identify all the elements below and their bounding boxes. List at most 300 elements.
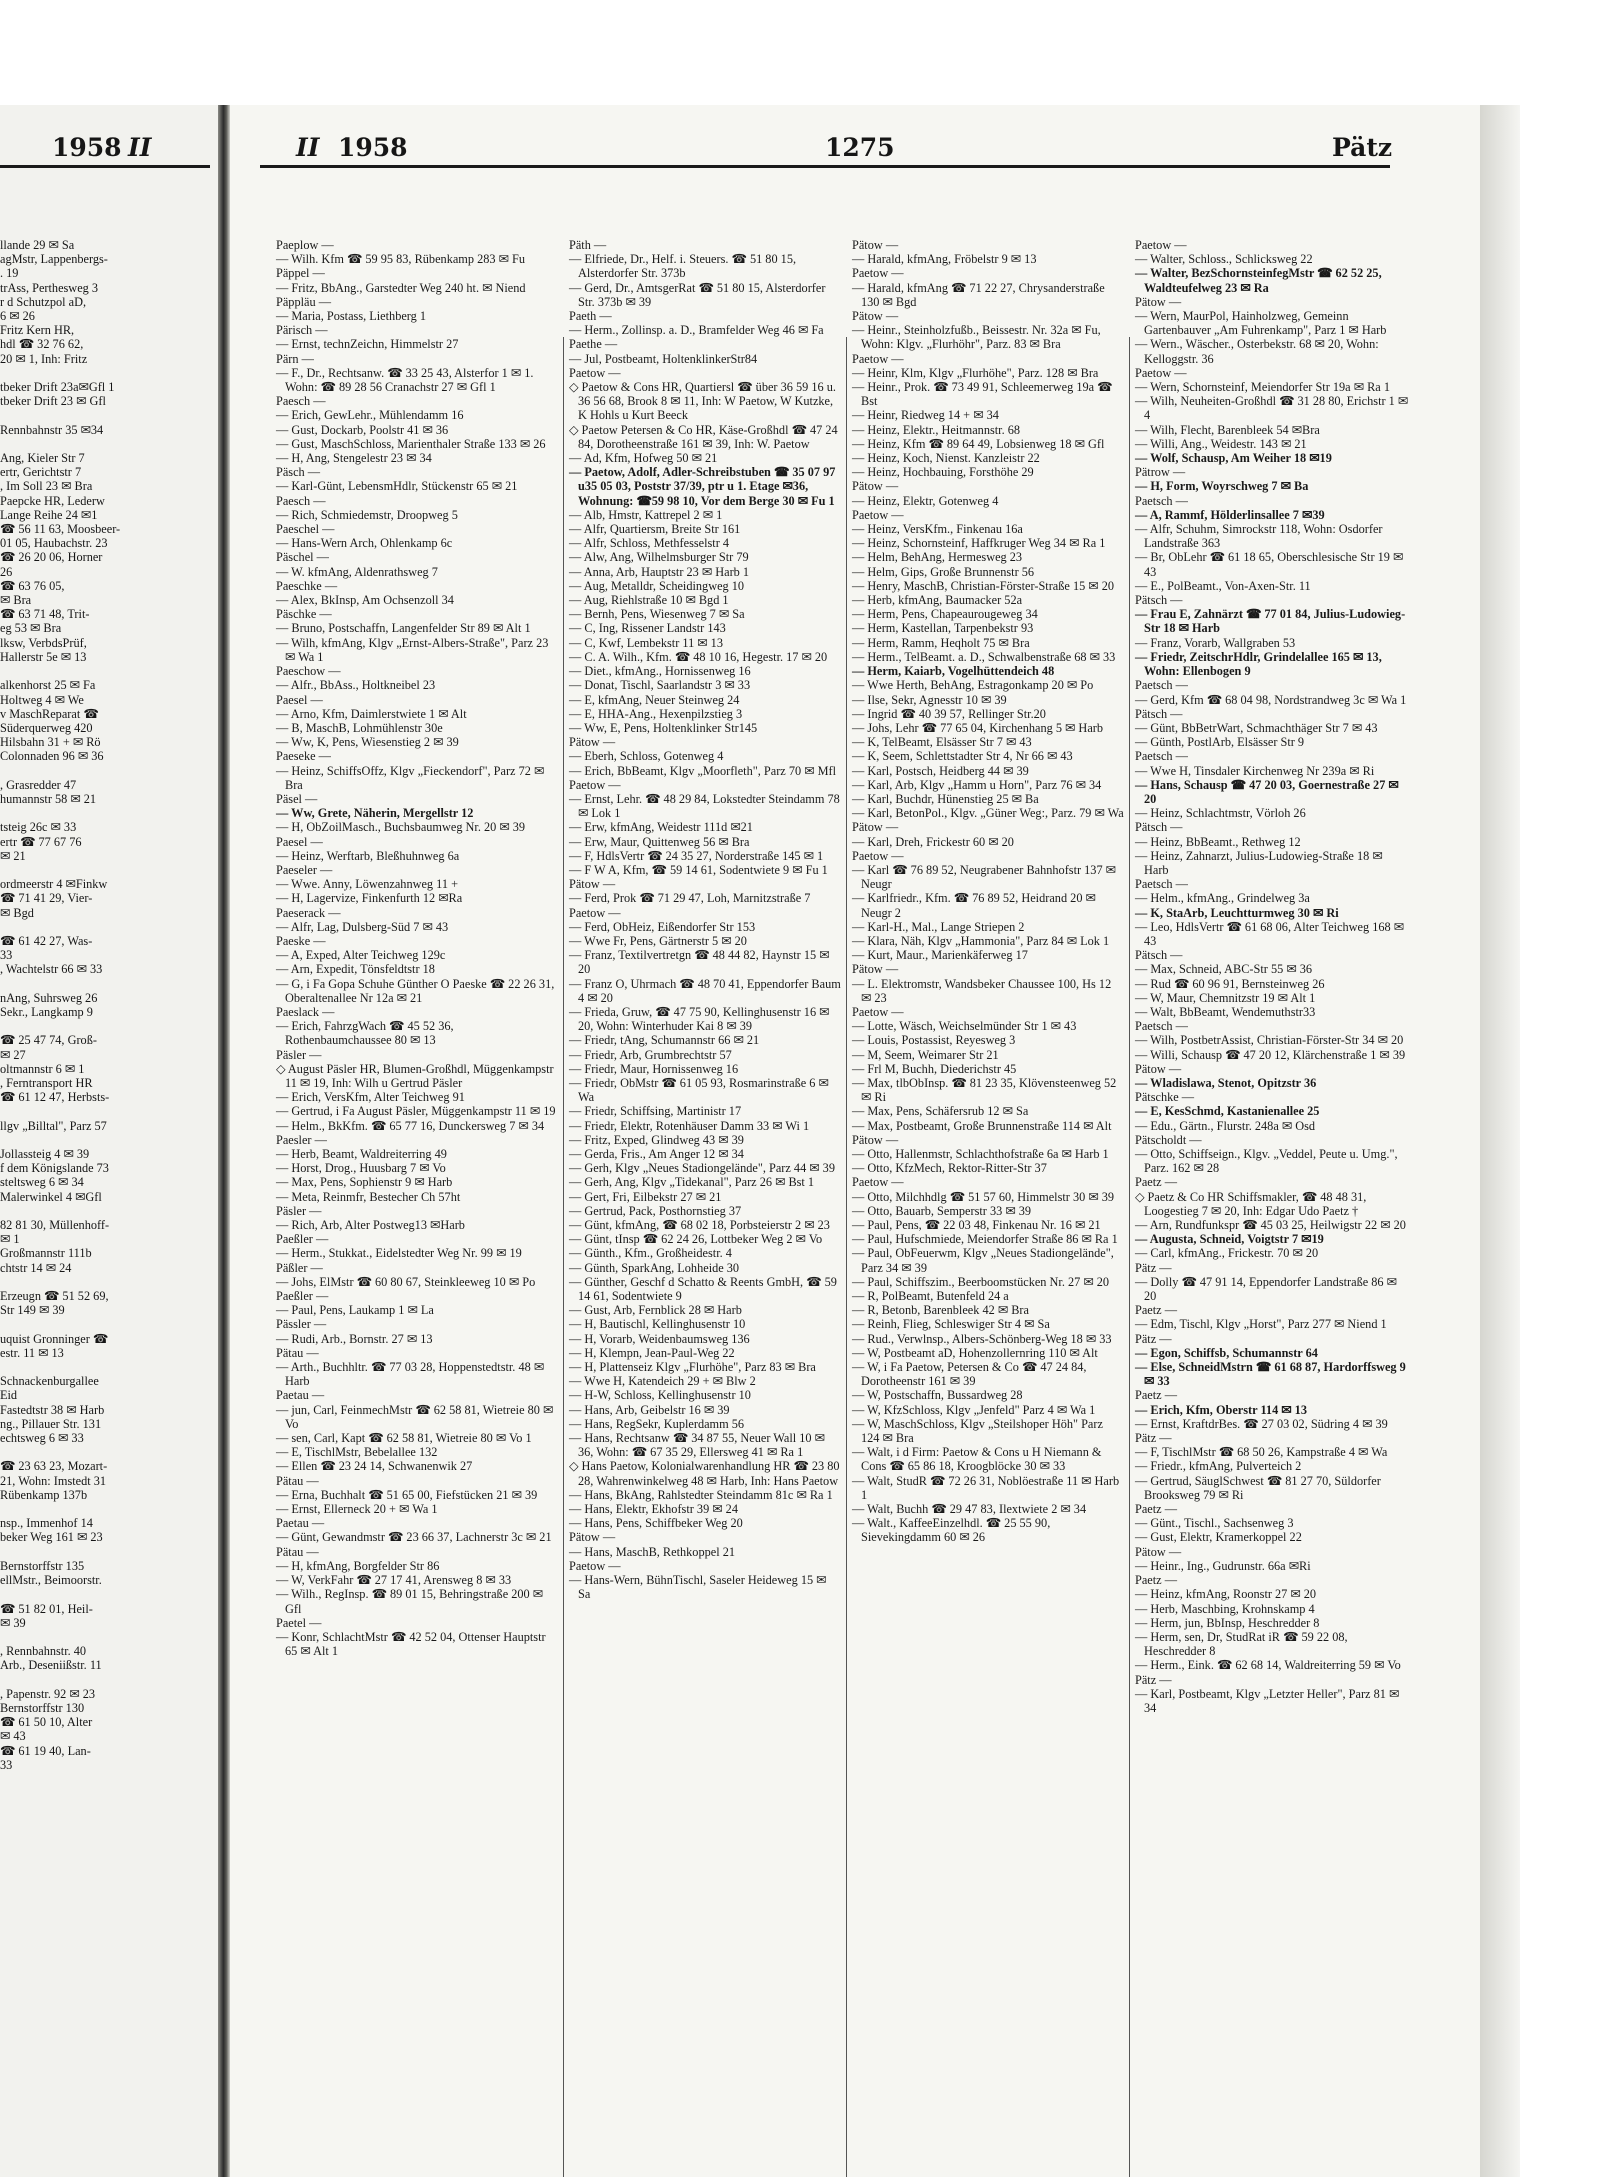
directory-entry: — Rich, Schmiedemstr, Droopweg 5 [276,507,458,522]
left-page-line: ✉ Bgd [0,905,34,920]
directory-entry: — Herm, Ramm, Heqholt 75 ✉ Bra [852,635,1030,650]
directory-entry: — Karl-H., Mal., Lange Striepen 2 [852,919,1025,934]
directory-entry: — Paul, Pens, ☎ 22 03 48, Finkenau Nr. 16 ✉ 21 [852,1218,1101,1233]
directory-entry: — Günt., Tischl., Sachsenweg 3 [1135,1516,1294,1531]
directory-entry: ◇ Paetow & Cons HR, Quartiersl ☎ über 36 59 16 u. 36 56 68, Brook 8 ✉ 11, Inh: W Paetow, W Kutzke, K Hohls u Kurt Beeck [569,380,836,423]
surname-heading: Pätow — [1135,1544,1182,1559]
directory-entry: — Erw, Maur, Quittenweg 56 ✉ Bra [569,834,750,849]
directory-entry: — Herm., Zollinsp. a. D., Bramfelder Weg 46 ✉ Fa [569,323,824,338]
directory-entry: — Friedr, Schiffsing, Martinistr 17 [569,1104,742,1119]
surname-heading: Paesler — [276,1132,327,1147]
left-page-line [0,1204,205,1218]
directory-entry: — Gerh, Klgv „Neues Stadiongelände", Parz 44 ✉ 39 [569,1161,835,1176]
surname-heading: Pätow — [852,1132,899,1147]
left-page-line: 6 ✉ 26 [0,309,35,324]
directory-entry: — Wwe H, Tinsdaler Kirchenweg Nr 239a ✉ Ri [1135,763,1375,778]
directory-entry: — Hans, BkAng, Rahlstedter Steindamm 81c ✉ Ra 1 [569,1487,833,1502]
directory-entry: — Wwe H, Katendeich 29 + ✉ Blw 2 [569,1374,756,1389]
header-rule [260,165,1390,168]
surname-heading: Pätsch — [1135,593,1183,608]
directory-entry: — Alfr., BbAss., Holtkneibel 23 [276,678,436,693]
directory-entry: — Hans, Elektr, Ekhofstr 39 ✉ 24 [569,1502,738,1517]
directory-entry: — H-W, Schloss, Kellinghusenstr 10 [569,1388,751,1403]
directory-entry: — Fritz, BbAng., Garstedter Weg 240 ht. ✉ Niend [276,280,526,295]
directory-entry: — Ilse, Sekr, Agnesstr 10 ✉ 39 [852,692,1007,707]
directory-entry: — C, Kwf, Lembekstr 11 ✉ 13 [569,635,723,650]
directory-entry: — Walt, i d Firm: Paetow & Cons u H Niemann & Cons ☎ 65 86 18, Kroogblöcke 30 ✉ 33 [852,1445,1102,1474]
directory-entry: — B, MaschB, Lohmühlenstr 30e [276,720,443,735]
directory-entry: — Br, ObLehr ☎ 61 18 65, Oberschlesische Str 19 ✉ 43 [1135,550,1404,579]
directory-entry: — Walter, Schloss., Schlicksweg 22 [1135,252,1313,267]
directory-entry: — Helm, Gips, Große Brunnenstr 56 [852,564,1035,579]
left-page-line: Rennbahnstr 35 ✉34 [0,422,104,437]
surname-heading: Pätz — [1135,1672,1172,1687]
directory-entry: — Gerh, Ang, Klgv „Tidekanal", Parz 26 ✉ Bst 1 [569,1175,815,1190]
surname-heading: Pätow — [852,479,899,494]
directory-entry: — Herm, sen, Dr, StudRat iR ☎ 59 22 08, Heschredder 8 [1135,1629,1348,1659]
surname-heading: Pässler — [276,1317,327,1332]
left-page-line: trAss, Perthesweg 3 [0,280,99,295]
directory-entry: — Ww, K, Pens, Wiesenstieg 2 ✉ 39 [276,735,459,750]
directory-entry: — W, MaschSchloss, Klgv „Steilshoper Höh" Parz 124 ✉ Bra [852,1416,1103,1446]
left-page-line: , Grasredder 47 [0,777,77,792]
left-page-line [0,1587,205,1601]
directory-entry: — Elfriede, Dr., Helf. i. Steuers. ☎ 51 80 15, Alsterdorfer Str. 373b [569,252,797,281]
directory-entry: — Karl, Postsch, Heidberg 44 ✉ 39 [852,763,1029,778]
left-page-line: 33 [0,1757,13,1772]
directory-entry: — Edm, Tischl, Klgv „Horst", Parz 277 ✉ Niend 1 [1135,1317,1387,1332]
left-page-line: . 19 [0,266,19,281]
directory-entry: — Heinz, Schornsteinf, Haffkruger Weg 34 ✉ Ra 1 [852,536,1106,551]
left-page-line: ☎ 56 11 63, Moosbeer- [0,522,121,537]
directory-entry: — Otto, Bauarb, Semperstr 33 ✉ 39 [852,1203,1032,1218]
directory-entry: — Dolly ☎ 47 91 14, Eppendorfer Landstraße 86 ✉ 20 [1135,1274,1397,1304]
directory-entry: — H, ObZoilMasch., Buchsbaumweg Nr. 20 ✉ 39 [276,820,526,835]
left-page-line: 26 [0,564,13,579]
directory-entry: — Louis, Postassist, Reyesweg 3 [852,1033,1016,1048]
directory-entry: — Walt., KaffeeEinzelhdl. ☎ 25 55 90, Sievekingdamm 60 ✉ 26 [852,1516,1051,1545]
directory-entry: — Helm., BkKfm. ☎ 65 77 16, Dunckersweg 7 ✉ 34 [276,1118,545,1133]
directory-entry: — Günt, BbBetrWart, Schmachthäger Str 7 ✉ 43 [1135,720,1378,735]
left-page-line: ✉ 1 [0,1232,20,1247]
left-page-line: Str 149 ✉ 39 [0,1303,65,1318]
directory-entry: — Helm., kfmAng., Grindelweg 3a [1135,891,1310,906]
directory-entry: — Erich, BbBeamt, Klgv „Moorfleth", Parz 70 ✉ Mfl [569,763,837,778]
directory-entry: — Aug, Riehlstraße 10 ✉ Bgd 1 [569,593,729,608]
left-page-line: ertr ☎ 77 67 76 [0,834,82,849]
directory-entry: — Johs, ElMstr ☎ 60 80 67, Steinkleeweg 10 ✉ Po [276,1274,536,1289]
directory-entry: — Herm, Pens, Chapeaurougeweg 34 [852,607,1038,622]
directory-entry: — Heinz, VersKfm., Finkenau 16a [852,522,1023,537]
left-page-line [0,437,205,451]
directory-entry: — Wilh, kfmAng, Klgv „Ernst-Albers-Straße", Parz 23 ✉ Wa 1 [276,635,549,664]
surname-heading: Pätow — [569,1530,616,1545]
directory-entry: — Walt, BbBeamt, Wendemuthstr33 [1135,1004,1316,1019]
left-page-line [0,1502,205,1516]
surname-heading: Paetow — [569,365,621,380]
left-page-line: uquist Gronninger ☎ [0,1331,109,1346]
surname-heading: Paeserack — [276,905,341,920]
surname-heading: Päppel — [276,266,325,281]
directory-entry: — Maria, Postass, Liethberg 1 [276,309,427,324]
directory-entry: ◇ Hans Paetow, Kolonialwarenhandlung HR ☎ 23 80 28, Wahrenwinkelweg 48 ✉ Harb, Inh: Hans Paetow [569,1459,840,1488]
directory-entry: — Eberh, Schloss, Gotenweg 4 [569,749,724,764]
directory-entry: — Hans, Schausp ☎ 47 20 03, Goernestraße 27 ✉ 20 [1135,777,1399,806]
directory-entry: — A, Rammf, Hölderlinsallee 7 ✉39 [1135,507,1325,522]
directory-entry: — Alw, Ang, Wilhelmsburger Str 79 [569,550,749,565]
directory-entry: — Günther, Geschf d Schatto & Reents GmbH, ☎ 59 14 61, Sodentwiete 9 [569,1274,837,1304]
directory-entry: — Karl, Arb, Klgv „Hamm u Horn", Parz 76 ✉ 34 [852,777,1102,792]
directory-column-1 [276,238,558,1658]
directory-entry: — Konr, SchlachtMstr ☎ 42 52 04, Ottenser Hauptstr 65 ✉ Alt 1 [276,1629,546,1659]
left-page-line [0,1275,205,1289]
surname-heading: Pätow — [852,962,899,977]
left-page-line: ordmeerstr 4 ✉Finkw [0,877,108,892]
surname-heading: Pätsch — [1135,948,1183,963]
directory-entry: — Günt, Gewandmstr ☎ 23 66 37, Lachnerstr 3c ✉ 21 [276,1530,552,1545]
directory-entry: — Wilh. Kfm ☎ 59 95 83, Rübenkamp 283 ✉ Fu [276,252,525,267]
surname-heading: Paetel — [276,1615,322,1630]
left-page-line: v MaschReparat ☎ [0,706,99,721]
surname-heading: Paetow — [852,351,904,366]
directory-entry: — Frau E, Zahnärzt ☎ 77 01 84, Julius-Ludowieg-Str 18 ✉ Harb [1135,607,1406,636]
directory-entry: — Herm, Kaiarb, Vogelhüttendeich 48 [852,664,1055,679]
directory-entry: — Leo, HdlsVertr ☎ 61 68 06, Alter Teichweg 168 ✉ 43 [1135,919,1405,948]
left-page-line [0,1317,205,1331]
directory-entry: — Harald, kfmAng ☎ 71 22 27, Chrysanderstraße 130 ✉ Bgd [852,280,1105,309]
directory-entry: — Otto, Schiffseign., Klgv. „Veddel, Peute u. Umg.", Parz. 162 ✉ 28 [1135,1147,1398,1176]
left-page-line [0,806,205,820]
left-page-line: r d Schutzpol aD, [0,294,87,309]
directory-entry: — Herm., TelBeamt. a. D., Schwalbenstraße 68 ✉ 33 [852,649,1116,664]
directory-entry: — C. A. Wilh., Kfm. ☎ 48 10 16, Hegestr. 17 ✉ 20 [569,649,828,664]
surname-heading: Paetau — [276,1516,325,1531]
directory-entry: — E., PolBeamt., Von-Axen-Str. 11 [1135,578,1311,593]
left-page-line: Jollassteig 4 ✉ 39 [0,1147,90,1161]
directory-entry: — Heinz, Elektr., Heitmannstr. 68 [852,422,1021,437]
directory-entry: — Else, SchneidMstrn ☎ 61 68 87, Hardorffsweg 9 ✉ 33 [1135,1360,1406,1389]
surname-heading: Päßler — [276,1260,323,1275]
page-edge [1480,105,1520,2177]
directory-entry: — Paul, Schiffszim., Beerboomstücken Nr. 27 ✉ 20 [852,1274,1110,1289]
directory-entry: — K, StaArb, Leuchtturmweg 30 ✉ Ri [1135,905,1339,920]
surname-heading: Pätow — [1135,1061,1182,1076]
directory-entry: — Günth, SparkAng, Lohheide 30 [569,1260,740,1275]
directory-entry: — Ellen ☎ 23 24 14, Schwanenwik 27 [276,1459,473,1474]
left-page-volume: II [128,133,152,162]
running-head-year: 1958 [338,133,408,162]
left-page-line: agMstr, Lappenbergs- [0,252,108,267]
left-page-line: ☎ 23 63 23, Mozart- [0,1459,108,1474]
surname-heading: Paeseke — [276,749,331,764]
left-page-line [0,664,205,678]
directory-entry: — Friedr, tAng, Schumannstr 66 ✉ 21 [569,1033,760,1048]
surname-heading: Paetsch — [1135,493,1188,508]
surname-heading: Päsler — [276,1203,322,1218]
left-page-line: ☎ 61 42 27, Was- [0,933,93,948]
left-page-line: Süderquerweg 420 [0,720,93,735]
directory-entry: — Günt, kfmAng, ☎ 68 02 18, Porbsteierstr 2 ✉ 23 [569,1218,830,1233]
directory-entry: — Hans, Rechtsanw ☎ 34 87 55, Neuer Wall 10 ✉ 36, Wohn: ☎ 67 35 29, Ellersweg 41 ✉ Ra 1 [569,1431,825,1460]
directory-entry: — Gertrud, i Fa August Päsler, Müggenkampstr 11 ✉ 19 [276,1104,556,1119]
left-page-line: 01 05, Haubachstr. 23 [0,536,108,551]
left-page-line: humannstr 58 ✉ 21 [0,791,97,806]
directory-entry: — Günth., Kfm., Großheidestr. 4 [569,1246,732,1261]
left-page-line: alkenhorst 25 ✉ Fa [0,678,96,693]
directory-entry: — Arn, Expedit, Tönsfeldtstr 18 [276,962,435,977]
directory-entry: — Ww, E, Pens, Holtenklinker Str145 [569,720,758,735]
directory-entry: — Rudi, Arb., Bornstr. 27 ✉ 13 [276,1331,433,1346]
directory-entry: — Paul, Pens, Laukamp 1 ✉ La [276,1303,434,1318]
left-page-line [0,920,205,934]
directory-entry: — Hans, Arb, Geibelstr 16 ✉ 39 [569,1402,730,1417]
directory-entry: — Reinh, Flieg, Schleswiger Str 4 ✉ Sa [852,1317,1050,1332]
surname-heading: Paeschel — [276,522,335,537]
directory-entry: — Paetow, Adolf, Adler-Schreibstuben ☎ 35 07 97 u35 05 03, Poststr 37/39, ptr u 1. Etage ✉36, Wohnung: ☎59 98 10, Vor dem Berge 30 ✉ Fu 1 [569,465,836,508]
left-page-line: ☎ 61 50 10, Alter [0,1715,93,1730]
directory-entry: — L. Elektromstr, Wandsbeker Chaussee 100, Hs 12 ✉ 23 [852,976,1112,1005]
directory-entry: — F W A, Kfm, ☎ 59 14 61, Sodentwiete 9 ✉ Fu 1 [569,862,828,877]
surname-heading: Päschel — [276,550,329,565]
directory-entry: — K, Seem, Schlettstadter Str 4, Nr 66 ✉ 43 [852,749,1073,764]
surname-heading: Pätschke — [1135,1090,1195,1105]
left-page-line: beker Weg 161 ✉ 23 [0,1530,103,1545]
surname-heading: Paetow — [1135,365,1187,380]
directory-entry: — Karlfriedr., Kfm. ☎ 76 89 52, Heidrand 20 ✉ Neugr 2 [852,891,1096,920]
left-page [0,105,218,2177]
directory-entry: — Anna, Arb, Hauptstr 23 ✉ Harb 1 [569,564,750,579]
right-page [230,105,1480,2177]
directory-entry: — Hans, MaschB, Rethkoppel 21 [569,1544,735,1559]
directory-entry: — Wilh, Neuheiten-Großhdl ☎ 31 28 80, Erichstr 1 ✉ 4 [1135,394,1409,423]
left-header-rule [0,165,210,168]
surname-heading: Paeschke — [276,578,338,593]
directory-entry: — E, KesSchmd, Kastanienallee 25 [1135,1104,1320,1119]
directory-entry: — Gerd, Dr., AmtsgerRat ☎ 51 80 15, Alsterdorfer Str. 373b ✉ 39 [569,280,826,309]
directory-entry: — Friedr, ObMstr ☎ 61 05 93, Rosmarinstraße 6 ✉ Wa [569,1075,829,1105]
directory-entry: — Alex, BkInsp, Am Ochsenzoll 34 [276,593,454,608]
running-head-volume: II [296,133,320,162]
directory-entry: — Gerd, Kfm ☎ 68 04 98, Nordstrandweg 3c ✉ Wa 1 [1135,692,1407,707]
directory-entry: — Hans, Pens, Schiffbeker Weg 20 [569,1516,743,1531]
directory-entry: — Max, tlbObInsp. ☎ 81 23 35, Klövensteenweg 52 ✉ Ri [852,1075,1117,1105]
directory-entry: — Heinz, Kfm ☎ 89 64 49, Lobsienweg 18 ✉ Gfl [852,436,1105,451]
directory-entry: — Ingrid ☎ 40 39 57, Rellinger Str.20 [852,706,1046,721]
directory-entry: — Walter, BezSchornsteinfegMstr ☎ 62 52 25, Waldteufelweg 23 ✉ Ra [1135,266,1382,295]
directory-entry: — R, PolBeamt, Butenfeld 24 a [852,1289,1009,1304]
surname-heading: Pätsch — [1135,706,1183,721]
directory-column-3 [852,238,1124,1545]
directory-entry: — Hans-Wern Arch, Ohlenkamp 6c [276,536,453,551]
directory-entry: — Erw, kfmAng, Weidestr 111d ✉21 [569,820,753,835]
directory-entry: — C, Ing, Rissener Landstr 143 [569,621,726,636]
surname-heading: Pätow — [569,735,616,750]
directory-entry: — Max, Postbeamt, Große Brunnenstraße 114 ✉ Alt [852,1118,1112,1133]
surname-heading: Paesch — [276,394,326,409]
directory-entry: ◇ Paetow Petersen & Co HR, Käse-Großhdl ☎ 47 24 84, Dorotheenstraße 161 ✉ 39, Inh: W. Paetow [569,422,838,451]
directory-entry: — H, Bautischl, Kellinghusenstr 10 [569,1317,746,1332]
left-page-line: ☎ 26 20 06, Horner [0,550,103,565]
directory-entry: — Franz, Vorarb, Wallgraben 53 [1135,635,1296,650]
left-page-year: 1958 [52,133,122,162]
directory-entry: — Max, Pens, Sophienstr 9 ✉ Harb [276,1175,453,1190]
directory-entry: — Heinr, Klm, Klgv „Flurhöhe", Parz. 128 ✉ Bra [852,365,1099,380]
surname-heading: Paetz — [1135,1388,1178,1403]
left-page-line: estr. 11 ✉ 13 [0,1345,64,1360]
surname-heading: Päppläu — [276,294,331,309]
directory-entry: — Hans, RegSekr, Kuplerdamm 56 [569,1416,745,1431]
left-page-line [0,1545,205,1559]
left-page-line: echtsweg 6 ✉ 33 [0,1431,84,1446]
left-page-line: Rübenkamp 137b [0,1487,88,1502]
directory-entry: — Wilh, PostbetrAssist, Christian-Förster-Str 34 ✉ 20 [1135,1033,1404,1048]
surname-heading: Paetsch — [1135,678,1188,693]
directory-entry: — Herm., Stukkat., Eidelstedter Weg Nr. 99 ✉ 19 [276,1246,522,1261]
left-page-line: tbeker Drift 23 ✉ Gfl [0,394,106,409]
directory-entry: — Erich, Kfm, Oberstr 114 ✉ 13 [1135,1402,1307,1417]
surname-heading: Paetsch — [1135,1019,1188,1034]
directory-entry: — W. kfmAng, Aldenrathsweg 7 [276,564,438,579]
directory-column-2 [569,238,841,1602]
directory-entry: — Alfr, Lag, Dulsberg-Süd 7 ✉ 43 [276,919,449,934]
directory-entry: — H, Plattenseiz Klgv „Flurhöhe", Parz 83 ✉ Bra [569,1360,816,1375]
directory-entry: — Alb, Hmstr, Kattrepel 2 ✉ 1 [569,507,723,522]
directory-entry: — Wilh, Flecht, Barenbleek 54 ✉Bra [1135,422,1320,437]
left-page-line: , Wachtelstr 66 ✉ 33 [0,962,103,977]
left-page-line [0,1630,205,1644]
surname-heading: Päsler — [276,1047,322,1062]
surname-heading: Pätau — [276,1544,319,1559]
surname-heading: Paetow — [569,1558,621,1573]
directory-column-4 [1135,238,1410,1715]
directory-entry: — H, kfmAng, Borgfelder Str 86 [276,1558,440,1573]
directory-entry: — A, Exped, Alter Teichweg 129c [276,948,446,963]
directory-entry: — Paul, Hufschmiede, Meiendorfer Straße 86 ✉ Ra 1 [852,1232,1118,1247]
directory-entry: — Wern, MaurPol, Hainholzweg, Gemeinn Gartenbauver „Am Fuhrenkamp", Parz 1 ✉ Harb [1135,309,1387,338]
left-page-line: 33 [0,948,13,963]
column-divider [846,337,847,2177]
directory-entry: — Wilh., RegInsp. ☎ 89 01 15, Behringstraße 200 ✉ Gfl [276,1587,544,1616]
surname-heading: Paesel — [276,692,323,707]
surname-heading: Paethe — [569,337,618,352]
directory-entry: — Friedr, Maur, Hornissenweg 16 [569,1061,739,1076]
directory-entry: — Hans-Wern, BühnTischl, Saseler Heideweg 15 ✉ Sa [569,1573,827,1602]
left-page-line: Fastedtstr 38 ✉ Harb [0,1402,105,1417]
directory-entry: — Otto, Hallenmstr, Schlachthofstraße 6a ✉ Harb 1 [852,1147,1109,1161]
left-page-column [0,238,205,1772]
left-page-line: Colonnaden 96 ✉ 36 [0,749,104,764]
left-page-line [0,1673,205,1687]
directory-entry: — Heinz, Schlachtmstr, Vörloh 26 [1135,806,1306,821]
directory-entry: — Meta, Reinmfr, Bestecher Ch 57ht [276,1189,461,1204]
surname-heading: Paeplow — [276,238,334,252]
surname-heading: Paetz — [1135,1303,1178,1318]
left-page-line: llgv „Billtal", Parz 57 [0,1118,107,1133]
left-page-line: Bernstorffstr 130 [0,1700,85,1715]
directory-entry: — Henry, MaschB, Christian-Förster-Straße 15 ✉ 20 [852,578,1114,593]
left-page-line: oltmannstr 6 ✉ 1 [0,1061,85,1076]
directory-entry: — F., Dr., Rechtsanw. ☎ 33 25 43, Alsterfor 1 ✉ 1. Wohn: ☎ 89 28 56 Cranachstr 27 ✉ Gfl 1 [276,365,534,395]
directory-entry: — jun, Carl, FeinmechMstr ☎ 62 58 81, Wietreie 80 ✉ Vo [276,1402,554,1431]
left-page-line: steltsweg 6 ✉ 34 [0,1175,84,1190]
left-page-line: ☎ 61 12 47, Herbsts- [0,1090,110,1105]
directory-entry: — Alfr, Quartiersm, Breite Str 161 [569,522,741,537]
directory-entry: — Herb, Maschbing, Krohnskamp 4 [1135,1601,1315,1616]
directory-entry: — Heinz, Koch, Nienst. Kanzleistr 22 [852,451,1040,466]
directory-entry: — Max, Schneid, ABC-Str 55 ✉ 36 [1135,962,1312,977]
directory-entry: — Heinz, BbBeamt., Rethweg 12 [1135,834,1301,849]
directory-entry: — F, HdlsVertr ☎ 24 35 27, Norderstraße 145 ✉ 1 [569,848,824,863]
directory-entry: — Ad, Kfm, Hofweg 50 ✉ 21 [569,451,718,466]
left-page-line [0,764,205,778]
directory-entry: — H, Lagervize, Finkenfurth 12 ✉Ra [276,891,463,906]
left-page-line: nAng, Suhrsweg 26 [0,990,98,1005]
surname-heading: Pätow — [852,238,899,252]
left-page-line [0,408,205,422]
directory-entry: — Donat, Tischl, Saarlandstr 3 ✉ 33 [569,678,751,693]
directory-entry: — Wladislawa, Stenot, Opitzstr 36 [1135,1075,1317,1090]
directory-entry: — Bernh, Pens, Wiesenweg 7 ✉ Sa [569,607,745,622]
directory-entry: — sen, Carl, Kapt ☎ 62 58 81, Wietreie 80 ✉ Vo 1 [276,1431,532,1446]
left-page-line: tsteig 26c ✉ 33 [0,820,77,835]
directory-entry: — Arn, Rundfunkspr ☎ 45 03 25, Heilwigstr 22 ✉ 20 [1135,1218,1406,1233]
directory-entry: — Gust, MaschSchloss, Marienthaler Straße 133 ✉ 26 [276,436,546,451]
column-divider [1129,337,1130,2177]
directory-entry: — Heinz, Elektr, Gotenweg 4 [852,493,999,508]
left-page-line: , Ferntransport HR [0,1075,93,1090]
directory-entry: — H, Form, Woyrschweg 7 ✉ Ba [1135,479,1309,494]
left-page-line: ✉ 43 [0,1729,26,1744]
surname-heading: Paetow — [1135,238,1187,252]
directory-entry: — Karl, Dreh, Frickestr 60 ✉ 20 [852,834,1014,849]
directory-entry: — E, HHA-Ang., Hexenpilzstieg 3 [569,706,743,721]
catchword: Pätz [1332,133,1393,162]
surname-heading: Paetz — [1135,1175,1178,1190]
directory-entry: — Bruno, Postschaffn, Langenfelder Str 89 ✉ Alt 1 [276,621,531,636]
directory-entry: — Augusta, Schneid, Voigtstr 7 ✉19 [1135,1232,1324,1247]
directory-entry: — Heinz, Werftarb, Bleßhuhnweg 6a [276,848,460,863]
surname-heading: Pätow — [852,309,899,324]
directory-entry: — Franz, Textilvertretgn ☎ 48 44 82, Haynstr 15 ✉ 20 [569,948,830,977]
directory-entry: — Günth, PostlArb, Elsässer Str 9 [1135,735,1305,750]
left-page-line: Bernstorffstr 135 [0,1558,85,1573]
directory-entry: — Harald, kfmAng, Fröbelstr 9 ✉ 13 [852,252,1037,267]
left-page-line: ☎ 61 19 40, Lan- [0,1743,91,1758]
directory-entry: — Friedr., kfmAng, Pulverteich 2 [1135,1459,1302,1474]
left-page-line: 20 ✉ 1, Inh: Fritz [0,351,88,366]
left-page-line: ☎ 63 71 48, Trit- [0,607,90,622]
surname-heading: Paetz — [1135,1502,1178,1517]
surname-heading: Paetsch — [1135,877,1188,892]
directory-entry: — Heinr., Prok. ☎ 73 49 91, Schleemerweg 19a ☎ Bst [852,380,1113,409]
directory-entry: — Wwe. Anny, Löwenzahnweg 11 + [276,877,459,892]
directory-entry: — Herm, jun, BbInsp, Heschredder 8 [1135,1615,1320,1630]
directory-entry: — Ferd, Prok ☎ 71 29 47, Loh, Marnitzstraße 7 [569,891,811,906]
left-page-line: Ang, Kieler Str 7 [0,451,85,466]
directory-entry: — W, Maur, Chemnitzstr 19 ✉ Alt 1 [1135,990,1316,1005]
surname-heading: Paeslack — [276,1004,335,1019]
directory-entry: — W, Postschaffn, Bussardweg 28 [852,1388,1023,1403]
left-page-line: eg 53 ✉ Bra [0,621,62,636]
directory-entry: — Karl, BetonPol., Klgv. „Güner Weg:, Parz. 79 ✉ Wa [852,806,1124,821]
directory-entry: — Gust, Elektr, Kramerkoppel 22 [1135,1530,1302,1545]
directory-entry: — Diet., kfmAng., Hornissenweg 16 [569,664,751,679]
left-page-line: ☎ 71 41 29, Vier- [0,891,93,906]
left-page-line: llande 29 ✉ Sa [0,238,75,252]
directory-entry: — W, Postbeamt aD, Hohenzollernring 110 ✉ Alt [852,1345,1098,1360]
directory-entry: — Alfr, Schloss, Methfesselstr 4 [569,536,730,551]
directory-entry: ◇ Paetz & Co HR Schiffsmakler, ☎ 48 48 31, Loogestieg 7 ✉ 20, Inh: Edgar Udo Paetz † [1135,1189,1367,1218]
